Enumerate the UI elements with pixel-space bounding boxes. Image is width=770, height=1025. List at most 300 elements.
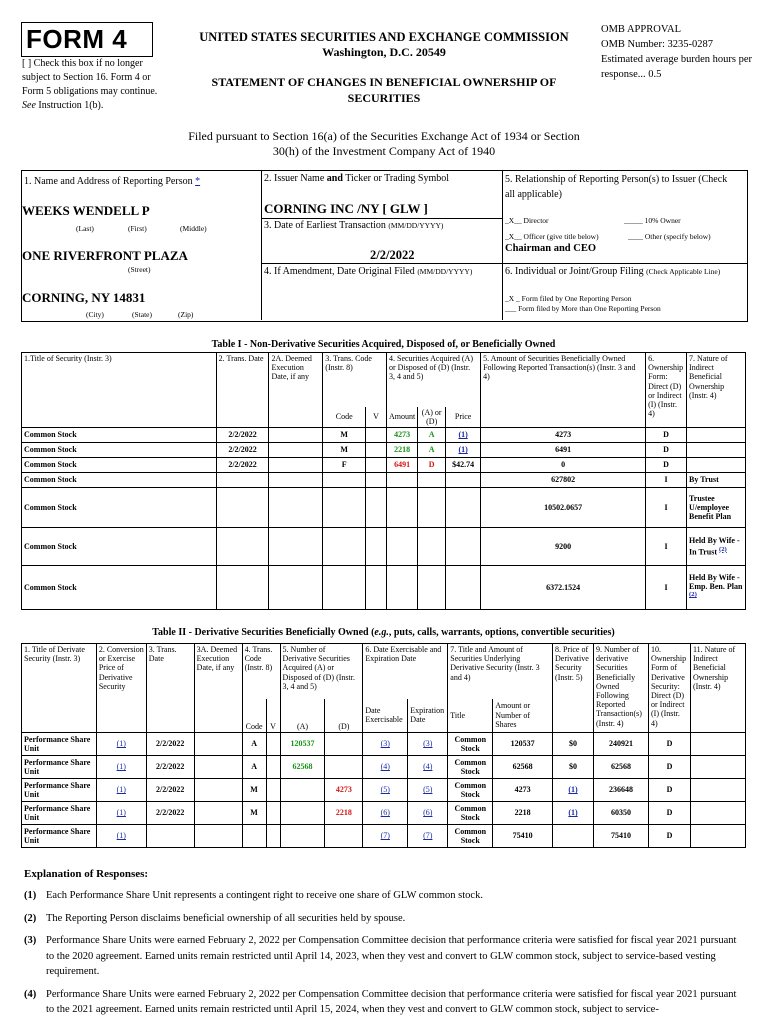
t2-ex-value[interactable]: (4) (380, 762, 390, 772)
t2-ex (363, 756, 408, 779)
t1-deemed (269, 473, 323, 488)
t1-date (216, 528, 269, 566)
t1-code-cell (323, 528, 366, 566)
t2-under-amt (493, 825, 553, 848)
t1-code-cell (323, 473, 366, 488)
t1-form-value: I (664, 502, 668, 512)
table-row (22, 488, 746, 528)
table-row (22, 566, 746, 610)
t1-code-cell (323, 488, 366, 528)
t2-code-cell-value: A (251, 739, 257, 749)
t2-form-value: D (666, 739, 673, 749)
street-value: ONE RIVERFRONT PLAZA (22, 248, 188, 263)
t2-code-cell (242, 733, 266, 756)
t1-nature (687, 428, 746, 443)
t2-under-amt (493, 733, 553, 756)
t2-exp-cell-value[interactable]: (3) (423, 739, 433, 749)
t2-ex (363, 779, 408, 802)
t2-conv-value[interactable]: (1) (116, 762, 126, 772)
t1-amount-cell-value: 4273 (394, 430, 411, 440)
one-person-check: _X _ Form filed by One Reporting Person (505, 294, 632, 303)
t1-nature-value: Held By Wife - In Trust (689, 536, 740, 557)
t1-amount-cell (387, 473, 418, 488)
more-person-check: ___ Form filed by More than One Reporting Person (505, 304, 661, 313)
t2-a-cell-value: 62568 (292, 762, 313, 772)
footnote-number: (2) (24, 912, 37, 924)
t2-conv (96, 802, 146, 825)
t2-d-cell (325, 756, 363, 779)
t1-code-cell (323, 458, 366, 473)
t2-deemed (194, 802, 242, 825)
t1-form (646, 473, 687, 488)
t2-under-title (448, 733, 493, 756)
t2-d-cell-value: 4273 (335, 785, 352, 795)
table2-title: Table II - Derivative Securities Beneficially Owned (e.g., puts, calls, warrants, options, convertible securities) (152, 627, 615, 638)
table-row (22, 825, 746, 848)
commission-location: Washington, D.C. 20549 (322, 45, 446, 59)
t1-date (216, 566, 269, 610)
t1-title (22, 566, 217, 610)
t2-exp-cell (408, 779, 448, 802)
t2-under-amt (493, 779, 553, 802)
t1-owned (481, 566, 646, 610)
t2-owned (594, 733, 649, 756)
divider (502, 170, 503, 320)
t2-owned-value: 75410 (611, 831, 631, 841)
table-row (22, 528, 746, 566)
t2-a-cell (280, 733, 325, 756)
t1-nature (687, 443, 746, 458)
t2-date (146, 733, 194, 756)
t2-h4: 4. Trans. Code (Instr. 8) (242, 644, 280, 699)
footnote-link[interactable]: (2) (689, 591, 697, 599)
box4-label: 4. If Amendment, Date Original Filed (MM/DD/YYYY) (264, 266, 473, 277)
t1-amount-cell (387, 428, 418, 443)
t2-v-cell (266, 802, 280, 825)
t2-conv (96, 733, 146, 756)
commission-name: UNITED STATES SECURITIES AND EXCHANGE COMMISSION (199, 30, 569, 44)
t1-form-value: D (663, 460, 669, 470)
t2-owned-value: 62568 (611, 762, 631, 772)
t1-price-cell-value[interactable]: (1) (458, 445, 468, 455)
t1-title-value: Common Stock (24, 460, 77, 470)
t1-amount-cell (387, 528, 418, 566)
t2-exp-cell-value[interactable]: (7) (423, 831, 433, 841)
explanation-item (24, 888, 740, 904)
t1-form (646, 488, 687, 528)
t2-conv-value[interactable]: (1) (116, 808, 126, 818)
t2-price (553, 756, 594, 779)
footnote-text: Performance Share Units were earned February 2, 2022 per Compensation Committee decision that performance criteria were satisfied for fiscal year 2021 pursuant to the 2020 agreement. Earned units remain restricted until April 14, 2023, when they vest and convert to GLW common stock, subject to service-based vesting requirement. (46, 935, 737, 977)
t1-h5: 5. Amount of Securities Beneficially Owned Following Reported Transaction(s) (Instr. 3 and 4) (481, 353, 646, 428)
see-instruction: Instruction 1(b). (38, 100, 104, 111)
other-check: ____ Other (specify below) (628, 232, 711, 241)
t2-a-cell (280, 825, 325, 848)
t1-nature-value: Trustee U/employee Benefit Plan (689, 493, 732, 522)
t1-title (22, 488, 217, 528)
t2-price-value[interactable]: (1) (568, 808, 578, 818)
t2-ex (363, 733, 408, 756)
t2-code-cell (242, 779, 266, 802)
t1-h3: 3. Trans. Code (Instr. 8) (323, 353, 387, 407)
box3-label: 3. Date of Earliest Transaction (MM/DD/YYYY) (264, 220, 444, 231)
t2-h6: 6. Date Exercisable and Expiration Date (363, 644, 448, 699)
t2-h11: 11. Nature of Indirect Beneficial Ownership (Instr. 4) (690, 644, 745, 733)
table2 (21, 643, 746, 848)
t1-form (646, 528, 687, 566)
t2-under-title (448, 825, 493, 848)
t2-title-cell (22, 756, 97, 779)
t2-owned (594, 802, 649, 825)
table-row (22, 779, 746, 802)
divider (261, 170, 262, 320)
t2-price-value: $0 (569, 739, 578, 749)
t1-title (22, 428, 217, 443)
t1-title (22, 443, 217, 458)
t1-owned (481, 443, 646, 458)
t2-title-cell-value: Performance Share Unit (24, 803, 91, 822)
t2-under-amt-value: 4273 (514, 785, 531, 795)
statement-title: STATEMENT OF CHANGES IN BENEFICIAL OWNERSHIP OF SECURITIES (211, 75, 557, 105)
t2-price (553, 733, 594, 756)
t1-code-cell (323, 566, 366, 610)
t1-ad-cell (418, 473, 446, 488)
t2-title: Title (448, 699, 493, 733)
box1-label: 1. Name and Address of Reporting Person * (24, 176, 201, 187)
zip-label: (Zip) (178, 310, 194, 319)
t2-d-cell (325, 802, 363, 825)
t2-under-amt-value: 62568 (512, 762, 533, 772)
footnote-number: (4) (24, 988, 37, 1000)
t1-deemed (269, 458, 323, 473)
t1-form (646, 458, 687, 473)
t1-h4: 4. Securities Acquired (A) or Disposed of (D) (Instr. 3, 4 and 5) (387, 353, 481, 407)
omb-box (601, 22, 761, 82)
t1-amount-cell (387, 488, 418, 528)
t2-deemed (194, 756, 242, 779)
t2-code-cell-value: A (251, 762, 257, 772)
t2-d-cell (325, 779, 363, 802)
t1-owned (481, 458, 646, 473)
t1-amount-cell-value: 2218 (394, 445, 411, 455)
t1-price-cell (446, 528, 481, 566)
t2-nature (690, 779, 745, 802)
t1-v: V (366, 407, 387, 428)
t2-ex (363, 825, 408, 848)
t1-owned-value: 6372.1524 (546, 582, 581, 592)
t2-h3a: 3A. Deemed Execution Date, if any (194, 644, 242, 733)
omb-number: OMB Number: 3235-0287 (601, 39, 713, 50)
city-value: CORNING, NY 14831 (22, 290, 146, 305)
earliest-transaction-date: 2/2/2022 (370, 248, 415, 262)
t2-ex-value[interactable]: (6) (380, 808, 390, 818)
t1-owned (481, 428, 646, 443)
t2-h7: 7. Title and Amount of Securities Underlying Derivative Security (Instr. 3 and 4) (448, 644, 553, 699)
t2-v-cell (266, 825, 280, 848)
t1-ad-cell (418, 458, 446, 473)
t1-ad-cell (418, 443, 446, 458)
t2-h10: 10. Ownership Form of Derivative Security: Direct (D) or Indirect (I) (Instr. 4) (648, 644, 690, 733)
t2-price-value: $0 (569, 762, 578, 772)
t2-code-cell-value: M (250, 808, 258, 818)
t2-under-amt-value: 120537 (510, 739, 535, 749)
footnote-text: The Reporting Person disclaims beneficial ownership of all securities held by spouse. (46, 912, 406, 924)
t1-v-cell (366, 566, 387, 610)
table1 (21, 352, 746, 610)
t2-exp-cell-value[interactable]: (4) (423, 762, 433, 772)
explanation-item (24, 933, 740, 980)
t2-code: Code (242, 699, 266, 733)
t2-exp-cell (408, 802, 448, 825)
table-row (22, 756, 746, 779)
t2-exp-cell (408, 756, 448, 779)
t1-nature (687, 458, 746, 473)
t1-nature-value: Held By Wife - Emp. Ben. Plan (689, 572, 743, 592)
t1-form (646, 443, 687, 458)
t2-conv (96, 756, 146, 779)
t2-under-title (448, 756, 493, 779)
t2-title-cell (22, 733, 97, 756)
t2-under-title (448, 779, 493, 802)
table-row (22, 802, 746, 825)
t1-title (22, 458, 217, 473)
t2-date-value: 2/2/2022 (155, 739, 185, 749)
t2-v-cell (266, 733, 280, 756)
t2-exp-cell (408, 825, 448, 848)
t2-form (648, 825, 690, 848)
t2-conv (96, 779, 146, 802)
t2-a-cell (280, 756, 325, 779)
t1-nature (687, 566, 746, 610)
t2-h3: 3. Trans. Date (146, 644, 194, 733)
t2-owned-value: 236648 (609, 785, 633, 795)
t1-title-value: Common Stock (24, 502, 77, 512)
t1-deemed (269, 488, 323, 528)
box6-label: 6. Individual or Joint/Group Filing (Check Applicable Line) (505, 266, 721, 277)
t2-under-title-value: Common Stock (454, 780, 487, 799)
t1-deemed (269, 566, 323, 610)
t1-form-value: I (664, 582, 668, 592)
t1-date (216, 428, 269, 443)
t2-exp-cell (408, 733, 448, 756)
divider (261, 218, 503, 219)
t1-price-cell (446, 428, 481, 443)
t2-form (648, 802, 690, 825)
t1-price-cell-value[interactable]: (1) (458, 430, 468, 440)
t1-form-value: D (663, 445, 669, 455)
t2-form-value: D (666, 785, 673, 795)
t1-nature (687, 488, 746, 528)
t2-form-value: D (666, 762, 673, 772)
t2-owned-value: 240921 (609, 739, 633, 749)
t1-ad-cell-value: A (428, 430, 435, 440)
t2-v: V (266, 699, 280, 733)
explanation-item (24, 911, 740, 927)
ten-owner-check: _____ 10% Owner (624, 216, 681, 225)
t2-under-amt-value: 75410 (512, 831, 533, 841)
t2-date (146, 779, 194, 802)
t2-date-value: 2/2/2022 (155, 808, 185, 818)
t2-conv-value[interactable]: (1) (116, 831, 126, 841)
t1-code-cell (323, 428, 366, 443)
footnote-link[interactable]: (2) (718, 545, 727, 553)
footnote-number: (1) (24, 890, 37, 901)
t1-h6: 6. Ownership Form: Direct (D) or Indirect (I) (Instr. 4) (646, 353, 687, 428)
t2-date (146, 802, 194, 825)
t1-owned (481, 488, 646, 528)
t2-d-cell (325, 733, 363, 756)
t2-h9: 9. Number of derivative Securities Beneficially Owned Following Reported Transaction(s) (Instr. 4) (594, 644, 649, 733)
t1-nature (687, 473, 746, 488)
t2-nature (690, 802, 745, 825)
t1-price: Price (446, 407, 481, 428)
t1-form-value: I (664, 541, 668, 551)
table-row (22, 458, 746, 473)
t2-deemed (194, 825, 242, 848)
t1-owned-value: 627802 (551, 475, 576, 485)
t2-title-cell-value: Performance Share Unit (24, 734, 91, 753)
table-row (22, 443, 746, 458)
street-label: (Street) (128, 265, 151, 274)
t2-exp-cell-value[interactable]: (5) (423, 785, 433, 795)
t1-amount-cell (387, 443, 418, 458)
t2-under-amt (493, 802, 553, 825)
t2-deemed (194, 779, 242, 802)
t1-form (646, 428, 687, 443)
t1-title-value: Common Stock (24, 430, 77, 440)
t2-price-value[interactable]: (1) (568, 785, 578, 795)
t1-form-value: I (664, 475, 668, 485)
explanation-list (24, 888, 740, 1025)
t2-title-cell (22, 825, 97, 848)
t1-ad-cell (418, 488, 446, 528)
t1-date-value: 2/2/2022 (228, 430, 257, 440)
t1-h7: 7. Nature of Indirect Beneficial Ownership (Instr. 4) (687, 353, 746, 428)
t1-v-cell (366, 443, 387, 458)
table1-title: Table I - Non-Derivative Securities Acquired, Disposed of, or Beneficially Owned (211, 339, 556, 350)
t2-price (553, 825, 594, 848)
t2-a-cell-value: 120537 (290, 739, 315, 749)
t2-title-cell-value: Performance Share Unit (24, 780, 91, 799)
t1-title-value: Common Stock (24, 445, 77, 455)
t2-d-cell-value: 2218 (335, 808, 352, 818)
t2-h8: 8. Price of Derivative Security (Instr. 5) (553, 644, 594, 733)
t2-conv (96, 825, 146, 848)
t1-date-value: 2/2/2022 (228, 460, 257, 470)
t2-form (648, 779, 690, 802)
t1-owned (481, 528, 646, 566)
footnote-number: (3) (24, 935, 37, 946)
t1-code: Code (323, 407, 366, 428)
t2-h1: 1. Title of Derivate Security (Instr. 3) (22, 644, 97, 733)
t1-form-value: D (663, 430, 669, 440)
t1-deemed (269, 428, 323, 443)
officer-title: Chairman and CEO (505, 243, 597, 254)
t1-amount-cell (387, 566, 418, 610)
t2-conv-value[interactable]: (1) (116, 739, 126, 749)
t1-price-cell (446, 458, 481, 473)
t2-date-ex: Date Exercisable (363, 699, 408, 733)
t2-owned (594, 825, 649, 848)
explanation-item (24, 987, 740, 1018)
t1-deemed (269, 528, 323, 566)
reporting-person-name: WEEKS WENDELL P (22, 203, 150, 218)
t2-exp-cell-value[interactable]: (6) (423, 808, 433, 818)
t2-d: (D) (325, 699, 363, 733)
t1-code-cell (323, 443, 366, 458)
t1-price-cell (446, 566, 481, 610)
table-row (22, 733, 746, 756)
t2-conv-value[interactable]: (1) (116, 785, 126, 795)
t2-under-title-value: Common Stock (454, 757, 487, 776)
t1-v-cell (366, 428, 387, 443)
t1-price-cell (446, 488, 481, 528)
t1-owned-value: 0 (561, 460, 566, 470)
t2-a-cell (280, 779, 325, 802)
t1-price-cell (446, 473, 481, 488)
t2-owned (594, 779, 649, 802)
t2-ex-value[interactable]: (5) (380, 785, 390, 795)
t2-date-value: 2/2/2022 (155, 785, 185, 795)
checkbox-text: [ ] Check this box if no longer subject to Section 16. Form 4 or Form 5 obligations may continue. (22, 58, 158, 97)
footnote-text: Each Performance Share Unit represents a contingent right to receive one share of GLW common stock. (46, 890, 483, 901)
divider (261, 263, 747, 264)
t2-form (648, 733, 690, 756)
t1-nature-value: By Trust (689, 475, 719, 485)
box5-label: 5. Relationship of Reporting Person(s) to Issuer (Check all applicable) (505, 174, 728, 200)
t1-nature (687, 528, 746, 566)
t2-exp: Expiration Date (408, 699, 448, 733)
t2-owned (594, 756, 649, 779)
t1-owned-value: 6491 (555, 445, 572, 455)
t2-under-title-value: Common Stock (454, 803, 487, 822)
t2-under-title-value: Common Stock (454, 734, 487, 753)
t2-form (648, 756, 690, 779)
t2-form-value: D (666, 831, 673, 841)
t2-under-title (448, 802, 493, 825)
box2-label: 2. Issuer Name and Ticker or Trading Symbol (264, 173, 450, 184)
t1-v-cell (366, 488, 387, 528)
footnote-star-link[interactable]: * (195, 176, 201, 187)
t1-date (216, 488, 269, 528)
director-check: _X__ Director (505, 216, 549, 225)
t1-code-cell-value: F (341, 460, 347, 470)
t1-amount: Amount (387, 407, 418, 428)
t1-aord: (A) or (D) (418, 407, 446, 428)
t1-title-value: Common Stock (24, 582, 77, 592)
t2-ex-value[interactable]: (3) (380, 739, 390, 749)
t1-code-cell-value: M (340, 445, 348, 455)
t2-code-cell-value: M (250, 785, 258, 795)
t1-ad-cell-value: A (428, 445, 435, 455)
t2-ex-value[interactable]: (7) (380, 831, 390, 841)
t1-title (22, 528, 217, 566)
t2-v-cell (266, 779, 280, 802)
form-title: FORM 4 (26, 24, 128, 54)
t2-title-cell-value: Performance Share Unit (24, 826, 91, 845)
t2-date-value: 2/2/2022 (155, 762, 185, 772)
t1-title (22, 473, 217, 488)
issuer-name: CORNING INC /NY [ GLW ] (264, 201, 428, 216)
t2-nature (690, 825, 745, 848)
t2-date (146, 756, 194, 779)
t2-a: (A) (280, 699, 325, 733)
t2-title-cell-value: Performance Share Unit (24, 757, 91, 776)
omb-approval: OMB APPROVAL (601, 24, 682, 35)
omb-burden: Estimated average burden hours per response... 0.5 (601, 54, 753, 80)
t1-h2: 2. Trans. Date (216, 353, 269, 428)
see-word: See (22, 100, 36, 111)
